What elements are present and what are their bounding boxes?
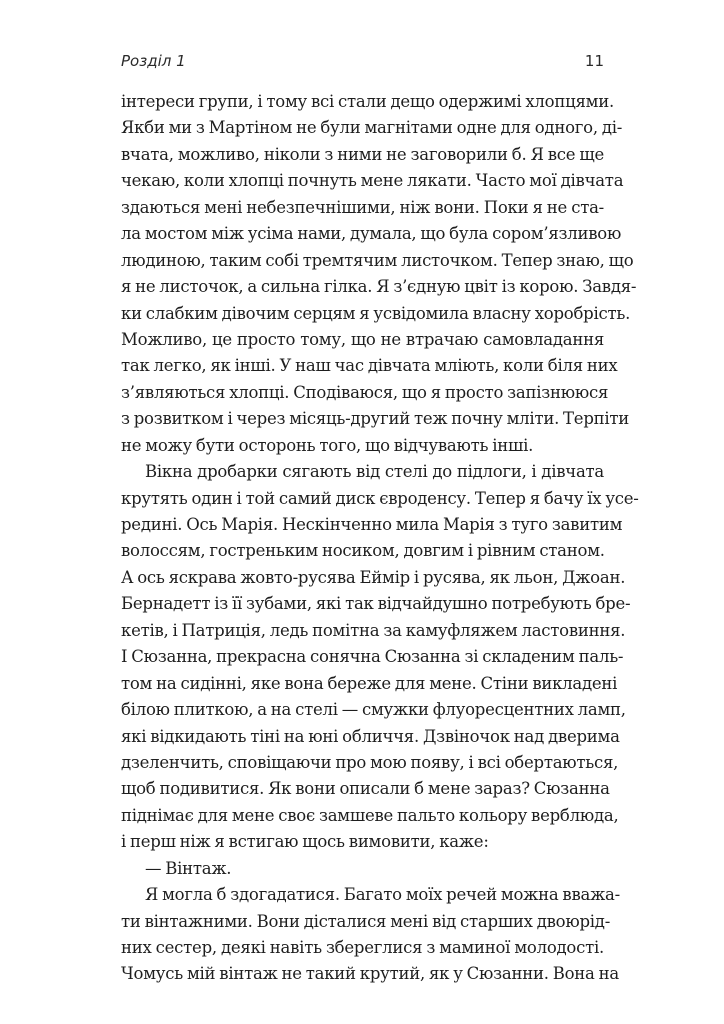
- text-line: них сестер, деякі навіть збереглися з маминої молодості.: [121, 938, 604, 957]
- text-line: з’являються хлопці. Сподіваюся, що я просто запізнююся: [121, 382, 609, 402]
- text-line: ки слабким дівочим серцям я усвідомила власну хоробрість.: [121, 303, 631, 323]
- text-line: чекаю, коли хлопці почнуть мене лякати. Часто мої дівчата: [121, 171, 624, 191]
- text-line: Можливо, це просто тому, що не втрачаю самовладання: [121, 329, 604, 349]
- page-number: 11: [584, 52, 604, 70]
- text-line: з розвитком і через місяць-другий теж почну мліти. Терпіти: [121, 409, 630, 429]
- paragraph-first-line: Я могла б здогадатися. Багато моїх речей можна вважа-: [145, 885, 620, 905]
- text-line: редині. Ось Марія. Нескінченно мила Марія з туго завитим: [121, 515, 623, 534]
- chapter-title: Розділ 1: [121, 52, 186, 70]
- running-header: [121, 50, 604, 72]
- paragraph-first-line: Вікна дробарки сягають від стелі до підлоги, і дівчата: [145, 462, 604, 482]
- text-line: піднімає для мене своє замшеве пальто кольору верблюда,: [121, 805, 619, 825]
- text-line: крутять один і той самий диск євроденсу. Тепер я бачу їх усе-: [121, 488, 639, 508]
- text-line: том на сидінні, яке вона береже для мене. Стіни викладені: [121, 673, 618, 693]
- paragraph-last-line: і перш ніж я встигаю щось вимовити, каже:: [121, 832, 489, 852]
- text-line: так легко, як інші. У наш час дівчата мліють, коли біля них: [121, 356, 618, 376]
- text-line: білою плиткою, а на стелі — смужки флуоресцентних ламп,: [121, 700, 626, 720]
- text-line: дзеленчить, сповіщаючи про мою появу, і всі обертаються,: [121, 752, 619, 772]
- text-line: Якби ми з Мартіном не були магнітами одне для одного, ді-: [121, 118, 623, 138]
- dialogue-line: — Вінтаж.: [145, 858, 232, 878]
- body-text: [121, 89, 639, 988]
- text-line: щоб подивитися. Як вони описали б мене зараз? Сюзанна: [121, 779, 610, 799]
- text-line: І Сюзанна, прекрасна сонячна Сюзанна зі складеним паль-: [121, 647, 624, 667]
- text-line: ла мостом між усіма нами, думала, що була сором’язливою: [121, 224, 622, 244]
- text-line: людиною, таким собі тремтячим листочком. Тепер знаю, що: [121, 250, 634, 270]
- text-line: які відкидають тіні на юні обличчя. Дзвіночок над дверима: [121, 726, 620, 746]
- text-line: А ось яскрава жовто-русява Еймір і русява, як льон, Джоан.: [121, 567, 626, 587]
- text-line: волоссям, гостреньким носиком, довгим і рівним станом.: [121, 541, 605, 561]
- text-line: я не листочок, а сильна гілка. Я з’єдную цвіт із корою. Завдя-: [121, 277, 637, 297]
- text-line: Бернадетт із її зубами, які так відчайдушно потребують бре-: [121, 594, 631, 614]
- text-line: кетів, і Патриція, ледь помітна за камуфляжем ластовиння.: [121, 620, 626, 640]
- text-line: Чомусь мій вінтаж не такий крутий, як у Сюзанни. Вона на: [121, 964, 619, 984]
- text-line: вчата, можливо, ніколи з ними не заговорили б. Я все ще: [121, 144, 604, 164]
- paragraph-last-line: не можу бути осторонь того, що відчувають інші.: [121, 435, 534, 455]
- text-line: здаються мені небезпечнішими, ніж вони. Поки я не ста-: [121, 197, 604, 217]
- text-line: інтереси групи, і тому всі стали дещо одержимі хлопцями.: [121, 92, 614, 111]
- text-line: ти вінтажними. Вони дісталися мені від старших двоюрід-: [121, 911, 611, 931]
